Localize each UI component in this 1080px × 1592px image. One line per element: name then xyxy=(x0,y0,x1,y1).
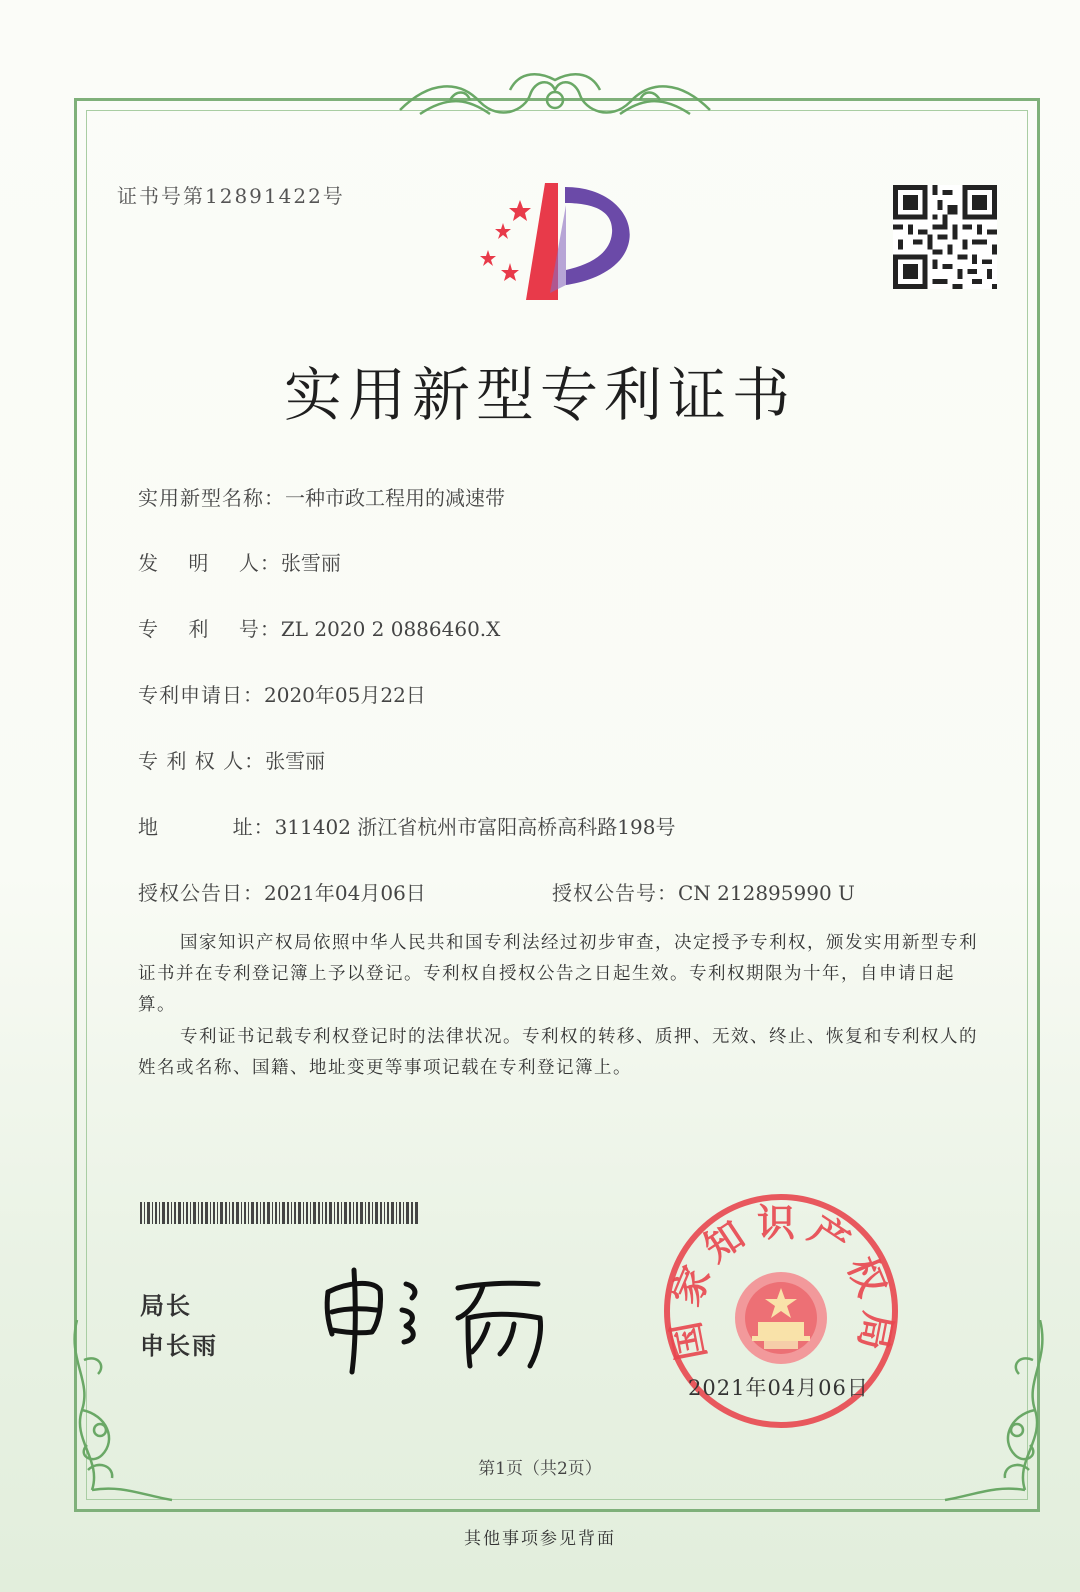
field-patentee xyxy=(138,745,325,774)
signer-title: 局长 xyxy=(140,1292,192,1320)
field-value: 一种市政工程用的减速带 xyxy=(285,486,505,510)
field-label: 专利申请日： xyxy=(138,683,264,707)
field-grant-number xyxy=(552,877,855,906)
field-label: 实用新型名称： xyxy=(138,486,285,510)
field-label: 授权公告号： xyxy=(552,881,678,905)
patent-office-logo xyxy=(470,175,645,305)
handwritten-signature xyxy=(318,1262,558,1377)
field-label: 授权公告日： xyxy=(138,881,264,905)
body-paragraph-2: 专利证书记载专利权登记时的法律状况。专利权的转移、质押、无效、终止、恢复和专利权人的姓名或名称、国籍、地址变更等事项记载在专利登记簿上。 xyxy=(138,1027,978,1078)
field-application-date xyxy=(138,679,426,708)
field-value: ZL 2020 2 0886460.X xyxy=(280,617,501,641)
field-patent-number xyxy=(138,613,500,642)
field-label: 地 址： xyxy=(138,815,275,839)
certificate-title: 实用新型专利证书 xyxy=(283,361,796,429)
seal-date: 2021年04月06日 xyxy=(688,1376,869,1400)
field-grant-date xyxy=(138,877,426,906)
field-utility-model-name xyxy=(138,482,505,511)
field-address xyxy=(138,811,675,840)
certificate-number: 证书号第12891422号 xyxy=(117,184,345,208)
field-value: 311402 浙江省杭州市富阳高桥高科路198号 xyxy=(274,815,676,839)
field-value: 2021年04月06日 xyxy=(264,881,426,905)
footer-note: 其他事项参见背面 xyxy=(464,1529,616,1549)
top-ornament xyxy=(390,70,720,128)
field-value: 张雪丽 xyxy=(265,749,326,773)
body-paragraph-1: 国家知识产权局依照中华人民共和国专利法经过初步审查，决定授予专利权，颁发实用新型专利证书并在专利登记簿上予以登记。专利权自授权公告之日起生效。专利权期限为十年，自申请日起算。 xyxy=(138,933,978,1015)
seal-text: 国家知识产权局 xyxy=(661,1201,901,1364)
qr-code xyxy=(893,185,997,289)
barcode xyxy=(140,1202,418,1224)
field-inventor xyxy=(138,547,341,576)
field-value: 张雪丽 xyxy=(280,551,341,575)
national-emblem-icon xyxy=(735,1272,827,1364)
field-value: 2020年05月22日 xyxy=(264,683,426,707)
page-number: 第1页（共2页） xyxy=(478,1459,602,1479)
signer-name: 申长雨 xyxy=(140,1332,218,1360)
field-label: 专 利 权 人： xyxy=(138,749,266,773)
field-label: 发 明 人： xyxy=(138,551,281,575)
field-value: CN 212895990 U xyxy=(678,881,855,905)
field-label: 专 利 号： xyxy=(138,617,281,641)
